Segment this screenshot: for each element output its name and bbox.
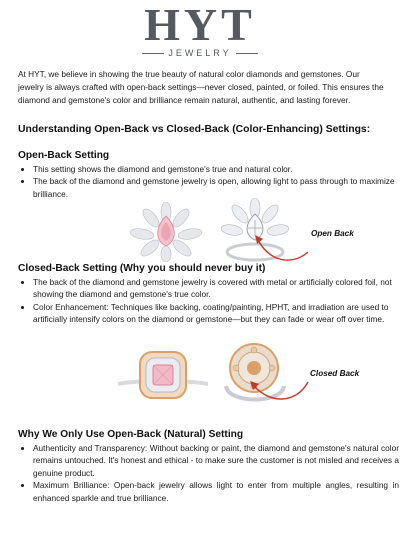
list-item: • The back of the diamond and gemstone jewelry is covered with metal or artificially colored foil, not showing the diamond and gemstone's true color. <box>33 276 399 301</box>
list-item: • Color Enhancement: Techniques like backing, coating/painting, HPHT, and irradiation are used to artificially intensify colors on the diamond or gemstone—but they can fade or wear off over time. <box>33 301 399 326</box>
closed-back-bullets <box>20 276 399 326</box>
closed-back-callout: Closed Back <box>310 369 360 378</box>
logo-wordmark: HYT <box>144 0 256 50</box>
list-item: • Authenticity and Transparency: Without backing or paint, the diamond and gemstone's natural color remains untouched. It's honest and ethical - to make sure the customer is not misled and receives a genuine product. <box>33 442 399 479</box>
open-back-front-image <box>128 202 204 262</box>
closed-back-heading: Closed-Back Setting (Why you should never buy it) <box>18 263 266 274</box>
open-back-bullets <box>20 163 399 200</box>
intro-paragraph: At HYT, we believe in showing the true beauty of natural color diamonds and gemstones. Our jewelry is always crafted with open-back settings—never closed, painted, or foiled. This ensures the diamond and gemstone's color and brilliance remain natural, authentic, and lasting forever. <box>18 69 384 105</box>
list-item: • Maximum Brilliance: Open-back jewelry allows light to enter from multiple angles, resulting in enhanced sparkle and true brilliance. <box>33 479 399 504</box>
logo-subtitle: JEWELRY <box>168 48 232 58</box>
why-bullets <box>20 442 399 504</box>
why-heading: Why We Only Use Open-Back (Natural) Setting <box>18 429 244 440</box>
closed-back-arrow <box>246 370 310 410</box>
logo-rule-left <box>142 53 164 54</box>
open-back-callout: Open Back <box>311 229 354 238</box>
closed-back-front-image <box>118 344 208 408</box>
list-item: • This setting shows the diamond and gemstone's true and natural color. <box>33 163 399 175</box>
brand-logo <box>0 2 400 58</box>
list-item: • The back of the diamond and gemstone jewelry is open, allowing light to pass through to maximize brilliance. <box>33 175 399 200</box>
main-heading: Understanding Open-Back vs Closed-Back (Color-Enhancing) Settings: <box>18 124 371 135</box>
open-back-heading: Open-Back Setting <box>18 150 110 161</box>
logo-rule-right <box>236 53 258 54</box>
